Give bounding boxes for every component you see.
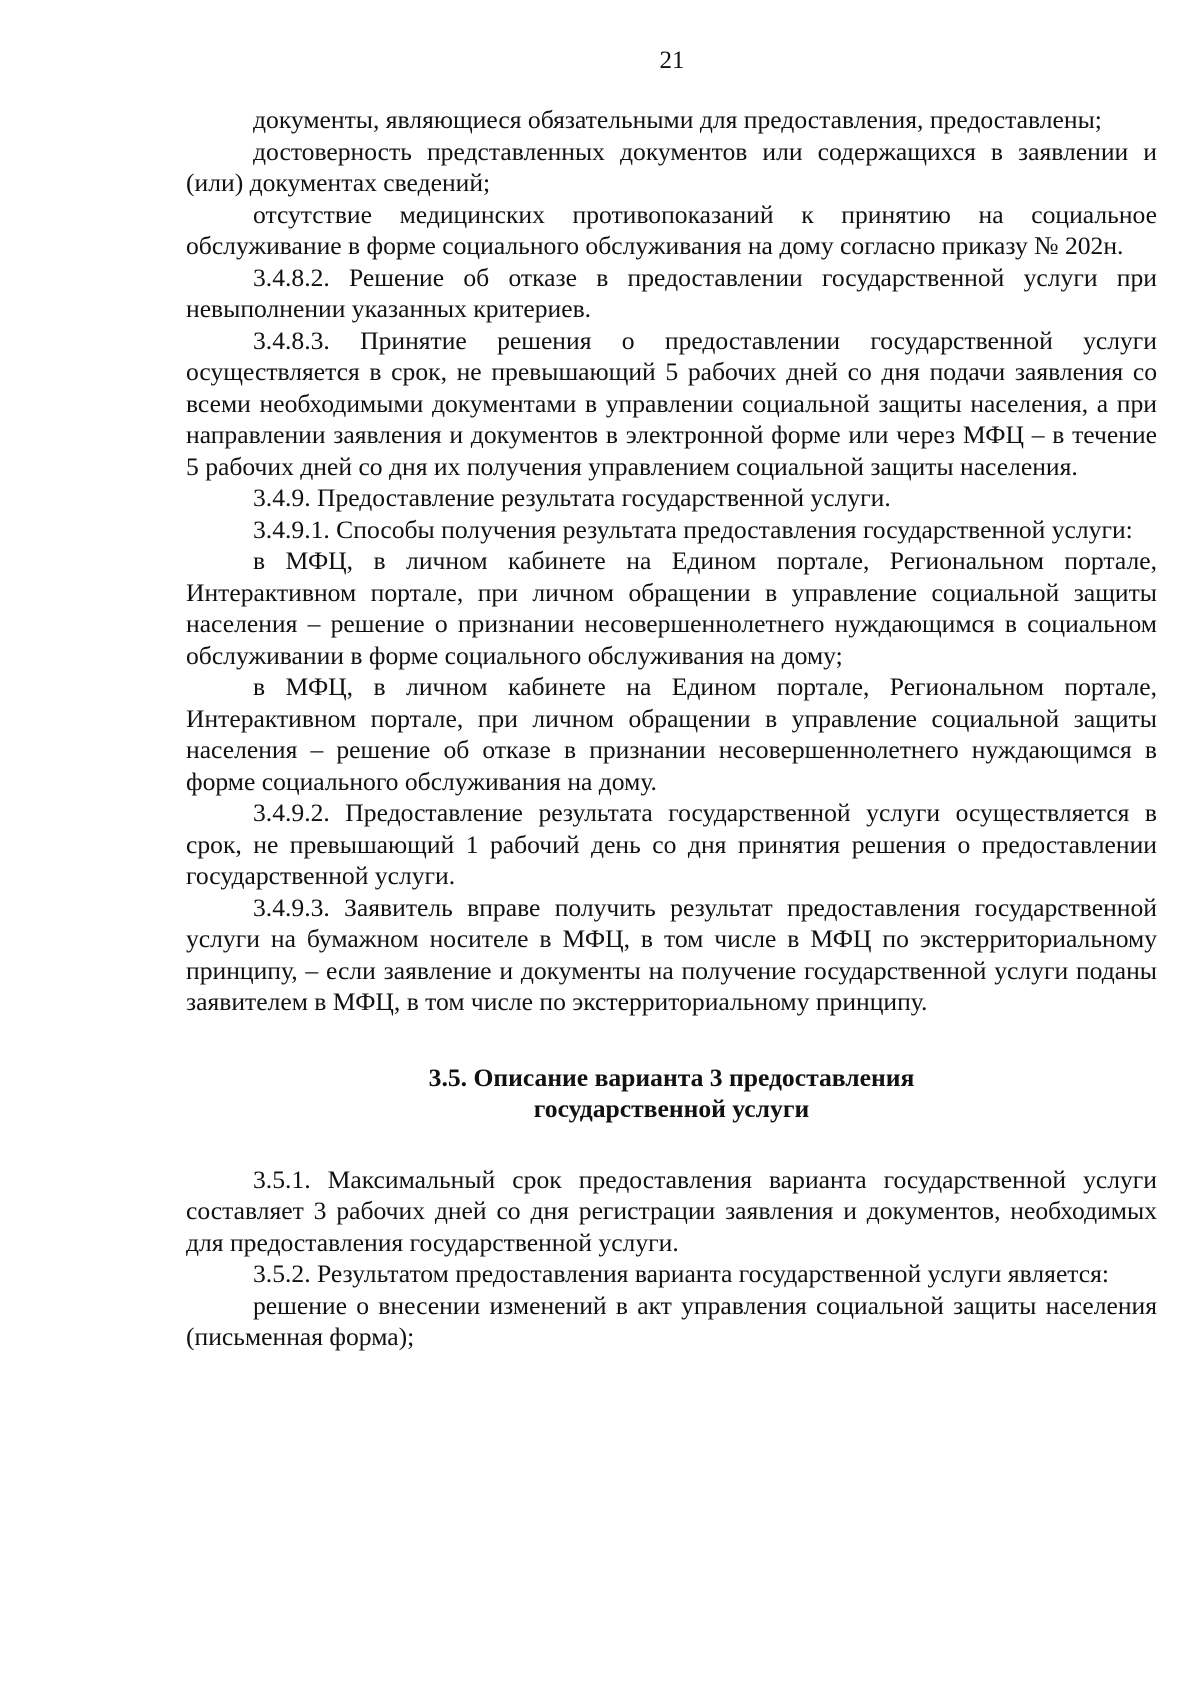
section-heading-line-1: 3.5. Описание варианта 3 предоставления xyxy=(428,1062,915,1092)
paragraph: 3.4.9. Предоставление результата государственной услуги. xyxy=(253,483,891,512)
paragraph: 3.5.1. Максимальный срок предоставления варианта государственной услуги составляет 3 рабочих дней со дня регистрации заявления и документов, необходимых для предоставления государственной услуги. xyxy=(186,1164,1157,1257)
paragraph: достоверность представленных документов или содержащихся в заявлении и (или) документах сведений; xyxy=(186,136,1157,197)
paragraph: решение о внесении изменений в акт управления социальной защиты населения (письменная форма); xyxy=(186,1290,1157,1351)
paragraph: документы, являющиеся обязательными для предоставления, предоставлены; xyxy=(253,105,1102,134)
paragraph: в МФЦ, в личном кабинете на Едином портале, Региональном портале, Интерактивном портале, при личном обращении в управление социальной защиты населения – решение о признании несовершеннолетнего нуждающимся в социальном обслуживании в форме социального обслуживания на дому; xyxy=(186,546,1157,670)
paragraph: 3.4.9.2. Предоставление результата государственной услуги осуществляется в срок, не превышающий 1 рабочий день со дня принятия решения о предоставлении государственной услуги. xyxy=(186,798,1157,890)
paragraph: отсутствие медицинских противопоказаний к принятию на социальное обслуживание в форме социального обслуживания на дому согласно приказу № 202н. xyxy=(186,199,1157,260)
paragraph: 3.4.9.3. Заявитель вправе получить результат предоставления государственной услуги на бумажном носителе в МФЦ, в том числе в МФЦ по экстерриториальному принципу, – если заявление и документы на получение государственной услуги поданы заявителем в МФЦ, в том числе по экстерриториальному принципу. xyxy=(186,892,1157,1016)
document-body xyxy=(186,104,1157,1353)
paragraph: в МФЦ, в личном кабинете на Едином портале, Региональном портале, Интерактивном портале, при личном обращении в управление социальной защиты населения – решение об отказе в признании несовершеннолетнего нуждающимся в форме социального обслуживания на дому. xyxy=(186,672,1157,796)
page-number: 21 xyxy=(659,47,685,74)
section-heading-line-2: государственной услуги xyxy=(533,1094,810,1123)
section-heading xyxy=(186,1062,1157,1125)
paragraph: 3.4.9.1. Способы получения результата предоставления государственной услуги: xyxy=(253,514,1133,544)
paragraph: 3.4.8.2. Решение об отказе в предоставлении государственной услуги при невыполнении указанных критериев. xyxy=(186,262,1157,323)
paragraph: 3.5.2. Результатом предоставления варианта государственной услуги является: xyxy=(253,1259,1110,1288)
paragraph: 3.4.8.3. Принятие решения о предоставлении государственной услуги осуществляется в срок, не превышающий 5 рабочих дней со дня подачи заявления со всеми необходимыми документами в управлении социальной защиты населения, а при направлении заявления и документов в электронной форме или через МФЦ – в течение 5 рабочих дней со дня их получения управлением социальной защиты населения. xyxy=(186,325,1157,481)
